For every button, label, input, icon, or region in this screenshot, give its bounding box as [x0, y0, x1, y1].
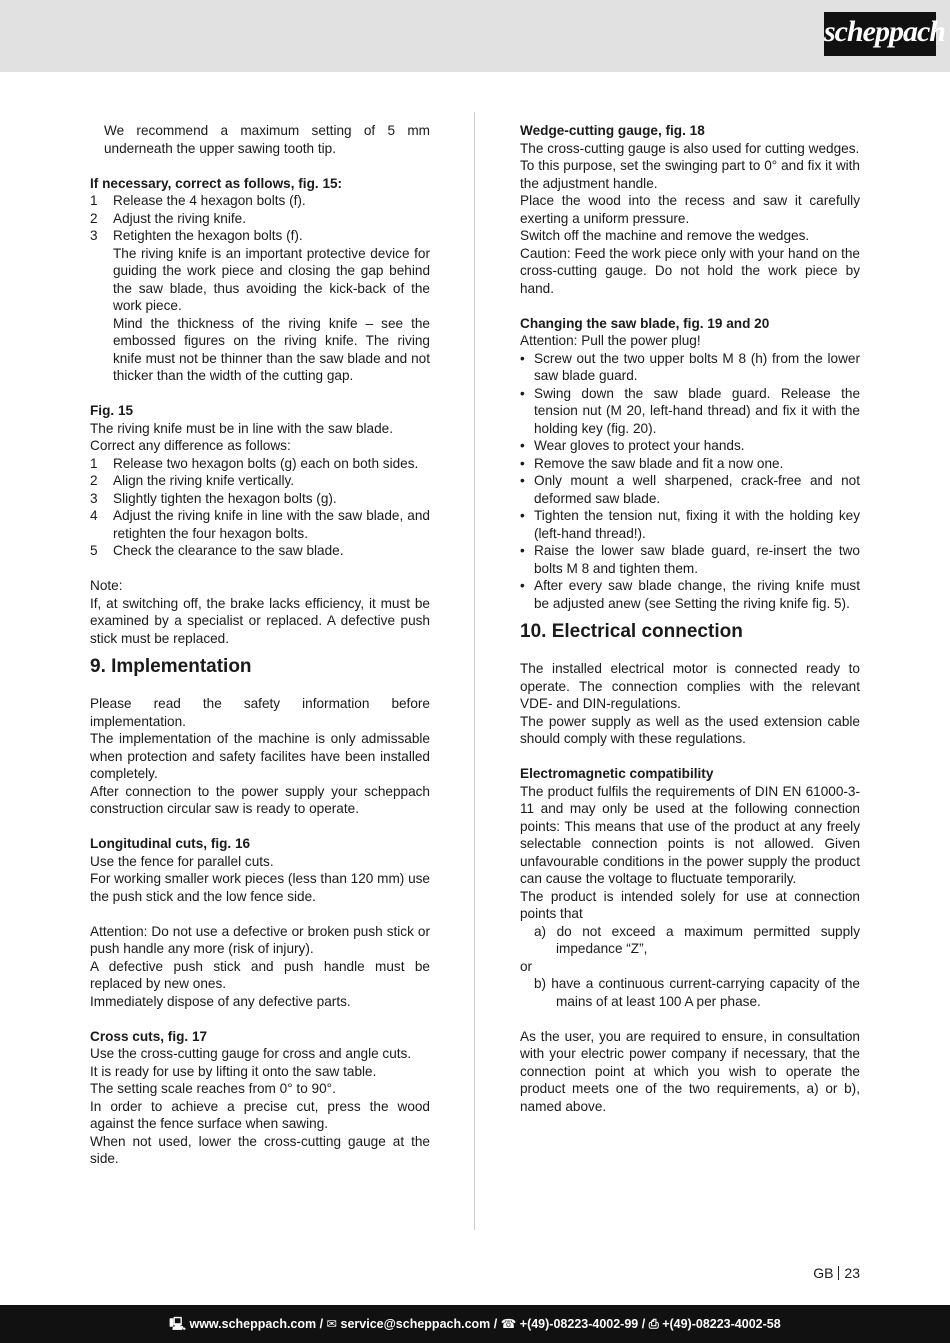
page-header	[0, 0, 950, 72]
list-item: 4 Adjust the riving knife in line with the saw blade, and retighten the four hexagon bolts.	[90, 508, 430, 541]
page-number	[813, 1265, 860, 1281]
changing-saw-blade-heading: Changing the saw blade, fig. 19 and 20	[520, 315, 770, 331]
paragraph: For working smaller work pieces (less than 120 mm) use the push stick and the low fence side.	[90, 871, 430, 904]
correct-heading: If necessary, correct as follows, fig. 15:	[90, 175, 343, 191]
longitudinal-cuts-heading: Longitudinal cuts, fig. 16	[90, 836, 251, 851]
fax-number: +(49)-08223-4002-58	[662, 1317, 781, 1331]
phone-icon: ☎	[500, 1317, 517, 1331]
list-item: 3 Retighten the hexagon bolts (f).	[90, 228, 303, 243]
paragraph: Immediately dispose of any defective parts.	[90, 993, 351, 1009]
list-item: 2 Align the riving knife vertically.	[90, 473, 295, 488]
attention-text: Attention: Do not use a defective or broken push stick or push handle any more (risk of injury).	[90, 923, 430, 956]
note-text: If, at switching off, the brake lacks efficiency, it must be examined by a specialist or replaced. A defective push stick must be replaced.	[90, 595, 430, 646]
paragraph: Please read the safety information before implementation.	[90, 696, 430, 729]
paragraph: As the user, you are required to ensure, in consultation with your electric power company if necessary, that the connection point at which you wish to operate the product meets one of the two requirements, a) or b), named above.	[520, 1028, 860, 1114]
paragraph: After connection to the power supply your scheppach construction circular saw is ready to operate.	[90, 783, 430, 816]
computer-icon: 🖳	[169, 1317, 186, 1331]
fax-icon: ⎙	[648, 1317, 659, 1331]
paragraph: Switch off the machine and remove the wedges.	[520, 228, 810, 243]
section-10-heading: 10. Electrical connection	[520, 621, 743, 642]
phone-number: +(49)-08223-4002-99	[519, 1317, 639, 1331]
column-divider	[474, 112, 475, 1230]
list-item: 2 Adjust the riving knife.	[90, 210, 246, 226]
paragraph: The riving knife must be in line with the saw blade.	[90, 420, 393, 436]
paragraph: To this purpose, set the swinging part to 0° and fix it with the adjustment handle.	[520, 158, 860, 191]
or-text: or	[520, 958, 533, 974]
list-item: 3 Slightly tighten the hexagon bolts (g).	[90, 490, 337, 506]
left-column	[90, 122, 430, 1168]
page-number-value: 23	[844, 1265, 860, 1281]
paragraph: The implementation of the machine is only admissable when protection and safety facilites have been installed completely.	[90, 731, 430, 781]
paragraph: The power supply as well as the used extension cable should comply with these regulations.	[520, 713, 860, 746]
list-item: a) do not exceed a maximum permitted supply impedance “Z”,	[534, 923, 860, 956]
paragraph: In order to achieve a precise cut, press the wood against the fence surface when sawing.	[90, 1098, 430, 1131]
section-9-heading: 9. Implementation	[90, 656, 252, 677]
list-item: • Raise the lower saw blade guard, re-insert the two bolts M 8 and tighten them.	[520, 543, 860, 576]
paragraph: It is ready for use by lifting it onto the saw table.	[90, 1063, 377, 1079]
paragraph: The cross-cutting gauge is also used for cutting wedges.	[520, 140, 860, 156]
list-item: • Tighten the tension nut, fixing it with the holding key (left-hand thread!).	[520, 508, 860, 541]
website-link[interactable]: www.scheppach.com	[189, 1317, 317, 1331]
list-item: 5 Check the clearance to the saw blade.	[90, 543, 344, 558]
page-footer: 🖳 www.scheppach.com / ✉ service@scheppach.com / ☎ +(49)-08223-4002-99 / ⎙ +(49)-08223-4002-58	[0, 1305, 950, 1343]
list-item: • Remove the saw blade and fit a now one.	[520, 455, 784, 471]
emc-heading: Electromagnetic compatibility	[520, 766, 714, 781]
list-item: • Wear gloves to protect your hands.	[520, 438, 745, 453]
language-code: GB	[813, 1265, 834, 1281]
paragraph: The product is intended solely for use at connection points that	[520, 888, 860, 921]
paragraph: Correct any difference as follows:	[90, 438, 291, 453]
caution-text: Caution: Feed the work piece only with your hand on the cross-cutting gauge. Do not hold the work piece by hand.	[520, 245, 860, 296]
paragraph: The product fulfils the requirements of DIN EN 61000-3-11 and may only be used at the following connection points: This means that use of the product at any freely selectable connection points is not allowed. Given unfavourable conditions in the power supply the product can cause the voltage to fluctuate temporarily.	[520, 783, 860, 886]
paragraph: The installed electrical motor is connected ready to operate. The connection complies with the relevant VDE- and DIN-regulations.	[520, 661, 860, 711]
list-item: 1 Release the 4 hexagon bolts (f).	[90, 193, 306, 208]
right-column	[520, 122, 860, 1115]
paragraph: A defective push stick and push handle must be replaced by new ones.	[90, 958, 430, 991]
wedge-cutting-heading: Wedge-cutting gauge, fig. 18	[520, 123, 705, 138]
note-label: Note:	[90, 578, 123, 593]
paragraph: Use the fence for parallel cuts.	[90, 853, 274, 869]
riving-knife-thickness-text: Mind the thickness of the riving knife – see the embossed figures on the riving knife. The riving knife must not be thinner than the saw blade and not thicker than the width of the cutting gap.	[113, 315, 430, 383]
fig15-heading: Fig. 15	[90, 403, 134, 418]
list-item: • After every saw blade change, the riving knife must be adjusted anew (see Setting the riving knife fig. 5).	[520, 578, 860, 611]
cross-cuts-heading: Cross cuts, fig. 17	[90, 1028, 208, 1044]
paragraph: When not used, lower the cross-cutting gauge at the side.	[90, 1133, 430, 1166]
paragraph: Place the wood into the recess and saw it carefully exerting a uniform pressure.	[520, 193, 860, 226]
riving-knife-text: The riving knife is an important protective device for guiding the work piece and closing the gap behind the saw blade, thus avoiding the kick-back of the work piece.	[113, 245, 430, 313]
paragraph: The setting scale reaches from 0° to 90°.	[90, 1081, 336, 1096]
list-item: b) have a continuous current-carrying capacity of the mains of at least 100 A per phase.	[534, 976, 860, 1009]
list-item: 1 Release two hexagon bolts (g) each on both sides.	[90, 455, 419, 471]
email-link[interactable]: service@scheppach.com	[340, 1317, 491, 1331]
list-item: • Screw out the two upper bolts M 8 (h) from the lower saw blade guard.	[520, 350, 860, 383]
scheppach-logo: scheppach	[824, 12, 936, 56]
mail-icon: ✉	[326, 1317, 338, 1331]
paragraph: Use the cross-cutting gauge for cross and angle cuts.	[90, 1046, 412, 1061]
attention-text: Attention: Pull the power plug!	[520, 333, 701, 348]
list-item: • Swing down the saw blade guard. Release the tension nut (M 20, left-hand thread) and fix it with the holding key (fig. 20).	[520, 385, 860, 436]
intro-text: We recommend a maximum setting of 5 mm underneath the upper sawing tooth tip.	[104, 123, 430, 156]
list-item: • Only mount a well sharpened, crack-free and not deformed saw blade.	[520, 473, 860, 506]
